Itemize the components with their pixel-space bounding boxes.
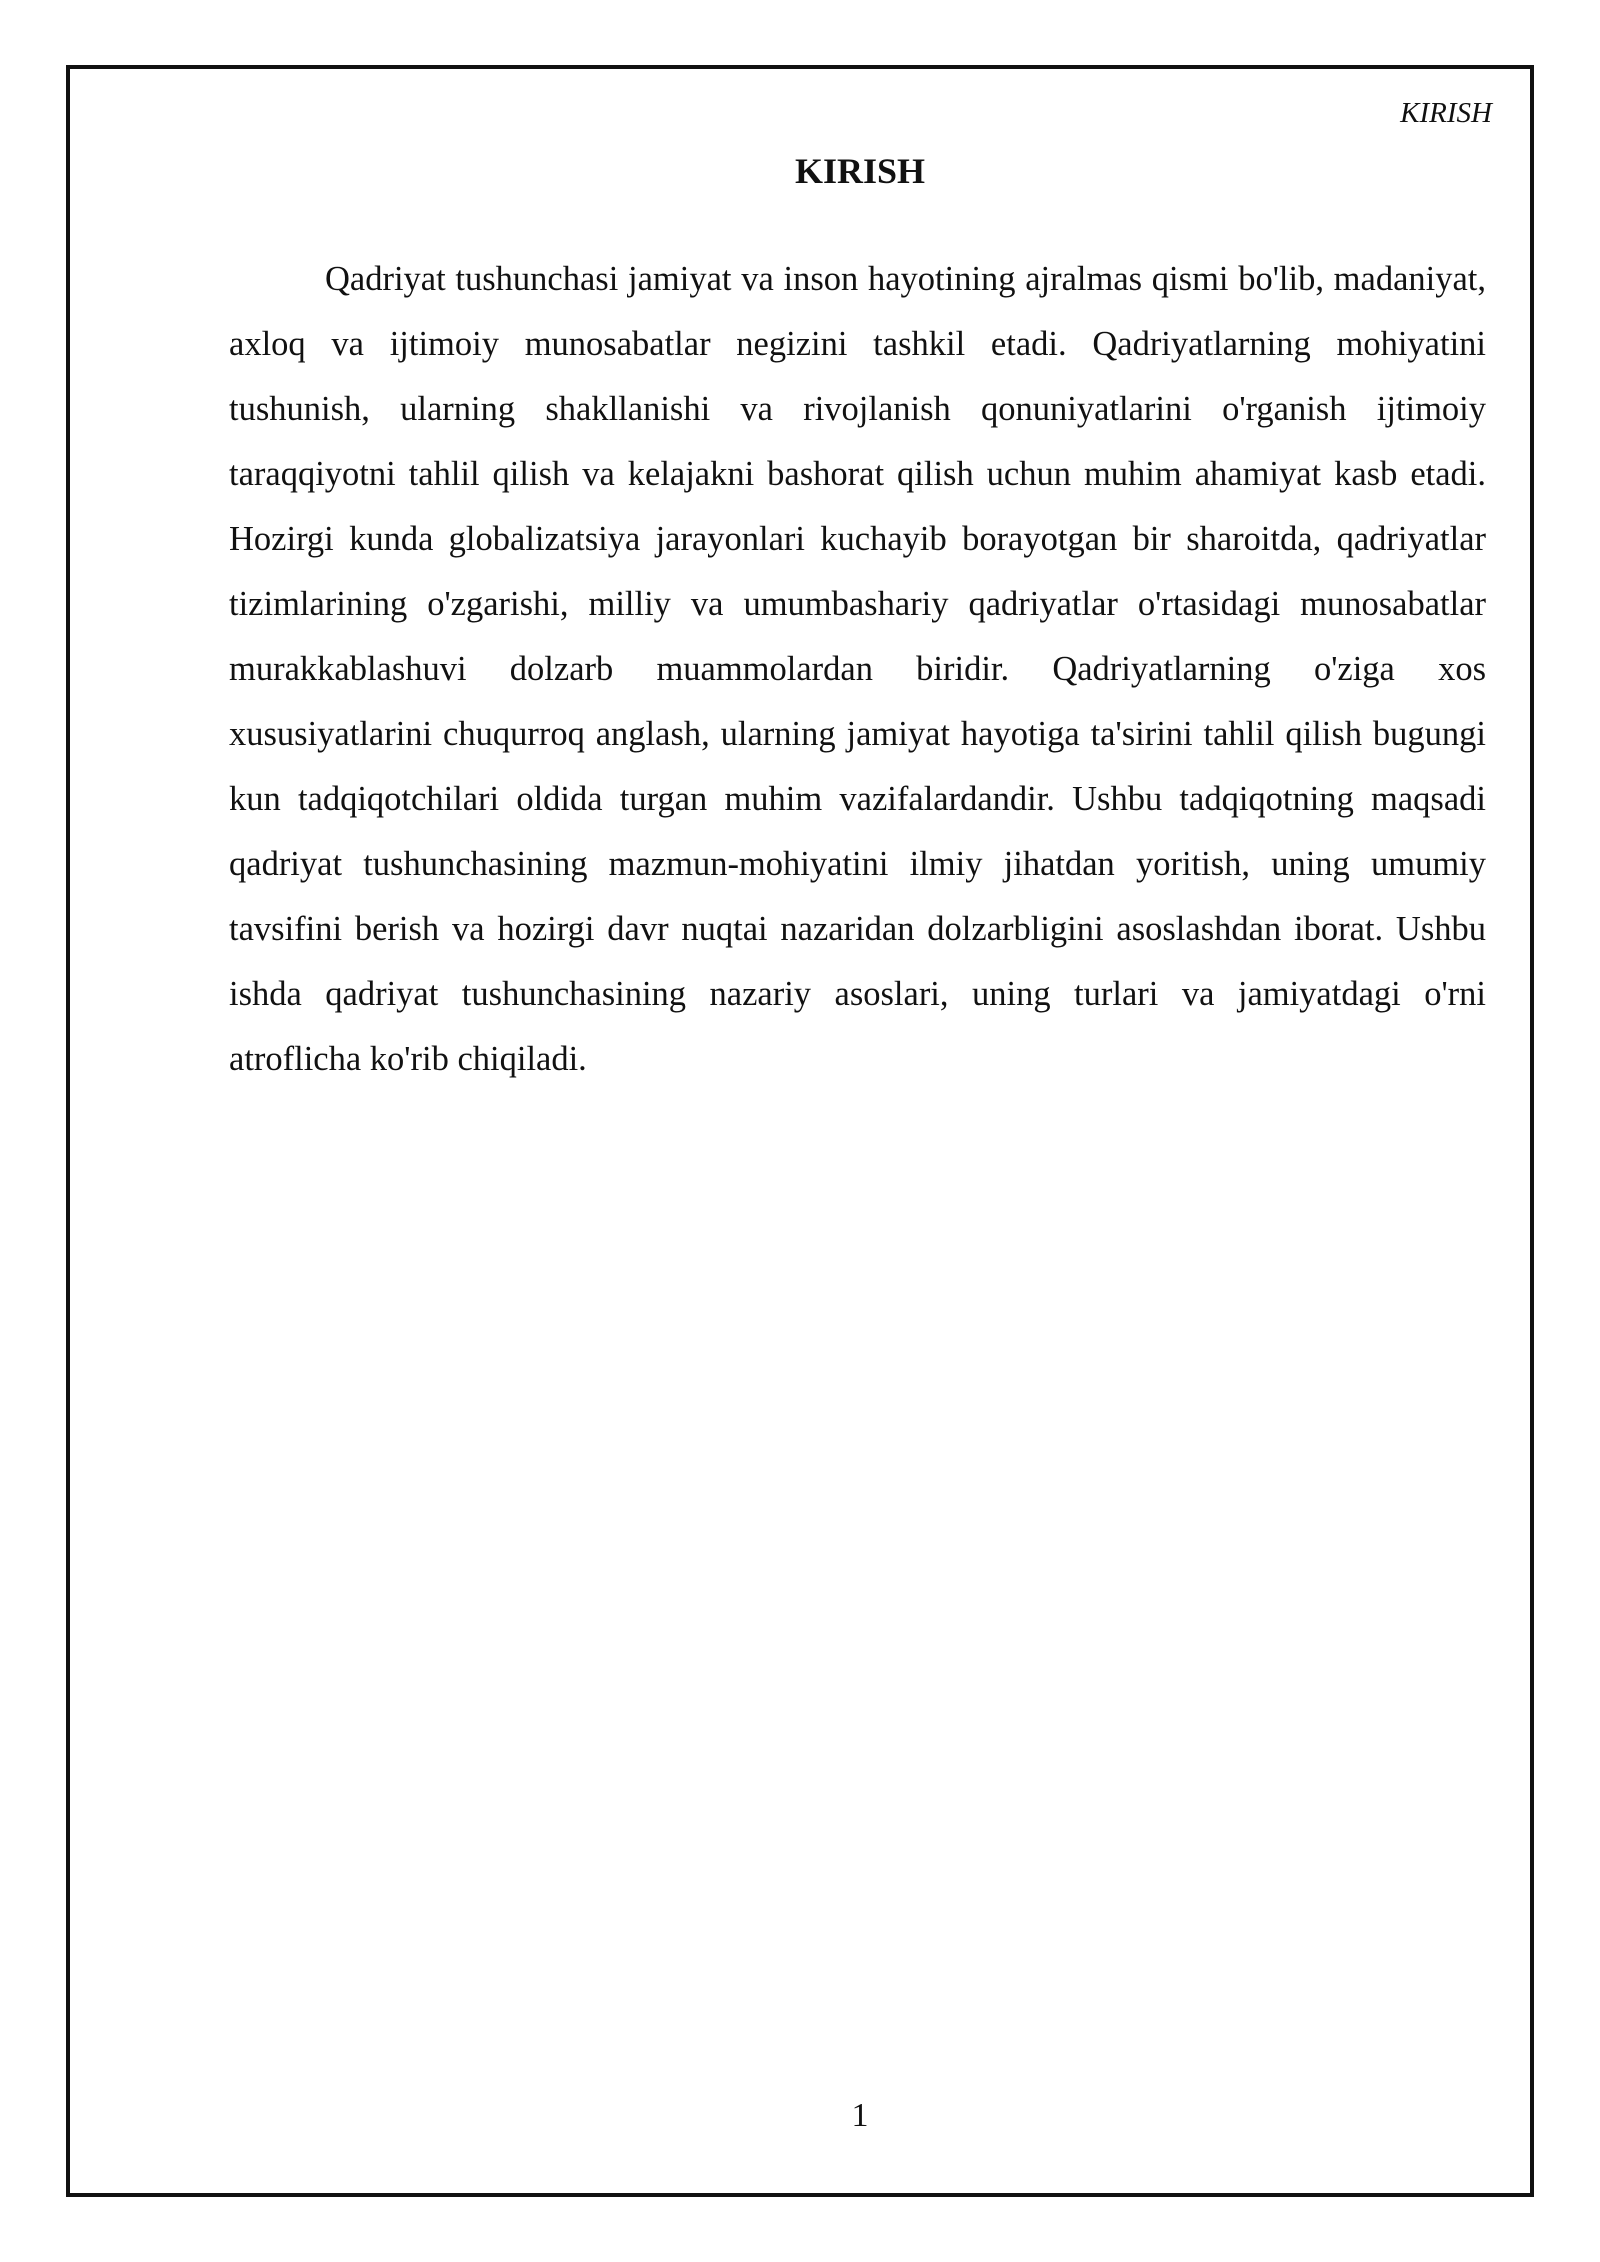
page-title: KIRISH — [794, 151, 926, 191]
page-number: 1 — [851, 2097, 869, 2134]
running-header: KIRISH — [1400, 97, 1492, 129]
intro-paragraph: Qadriyat tushunchasi jamiyat va inson hayotining ajralmas qismi bo'lib, madaniyat, axloq va ijtimoiy munosabatlar negizini tashkil etadi. Qadriyatlarning mohiyatini tushunish, ularning shakllanishi va rivojlanish qonuniyatlarini o'rganish ijtimoiy taraqqiyotni tahlil qilish va kelajakni bashorat qilish uchun muhim ahamiyat kasb etadi. Hozirgi kunda globalizatsiya jarayonlari kuchayib borayotgan bir sharoitda, qadriyatlar tizimlarining o'zgarishi, milliy va umumbashariy qadriyatlar o'rtasidagi munosabatlar murakkablashuvi dolzarb muammolardan biridir. Qadriyatlarning o'ziga xos xususiyatlarini chuqurroq anglash, ularning jamiyat hayotiga ta'sirini tahlil qilish bugungi kun tadqiqotchilari oldida turgan muhim vazifalardandir. Ushbu tadqiqotning maqsadi qadriyat tushunchasining mazmun-mohiyatini ilmiy jihatdan yoritish, uning umumiy tavsifini berish va hozirgi davr nuqtai nazaridan dolzarbligini asoslashdan iborat. Ushbu ishda qadriyat tushunchasining nazariy asoslari, uning turlari va jamiyatdagi o'rni atroflicha ko'rib chiqiladi. — [229, 260, 1486, 1078]
